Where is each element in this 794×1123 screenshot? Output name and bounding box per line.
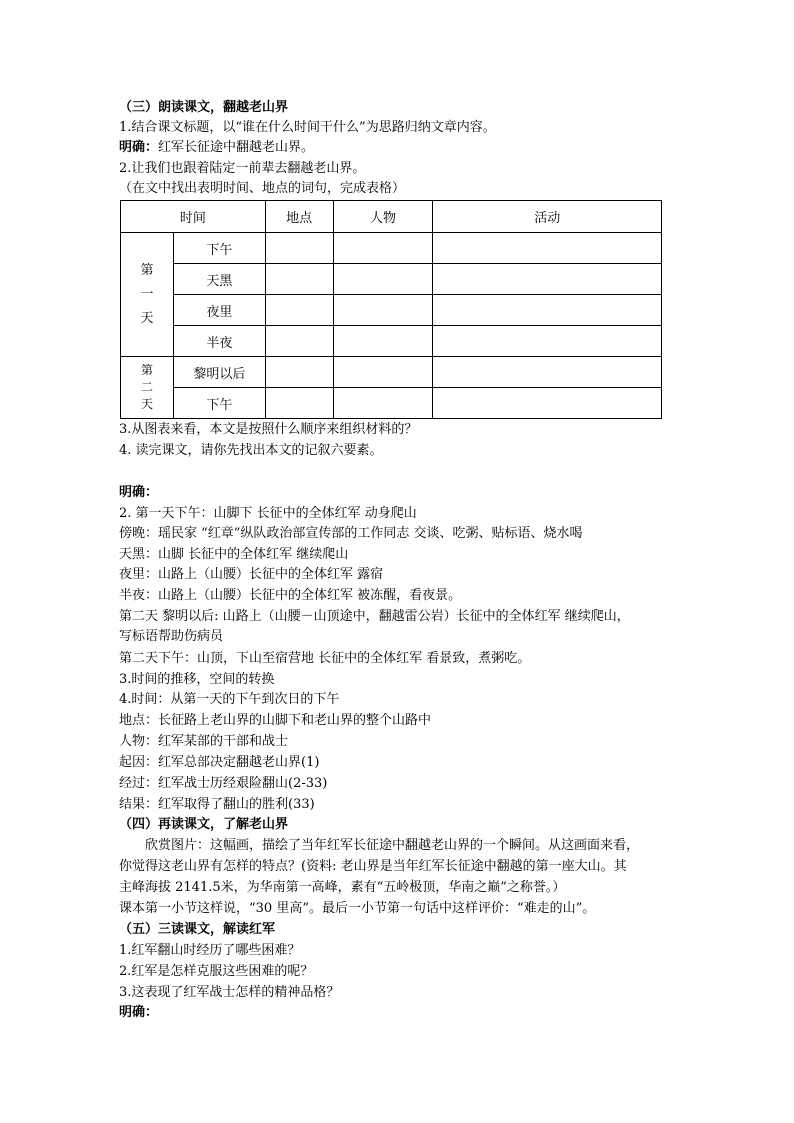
activity-input-cell (433, 357, 662, 388)
place-input-cell (265, 233, 333, 264)
question-1: 1.结合课文标题，以“谁在什么时间干什么”为思路归纳文章内容。 (119, 120, 496, 135)
answer-line: 2. 第一天下午：山脚下 长征中的全体红军 动身爬山 (119, 506, 417, 521)
activity-input-cell (433, 295, 662, 326)
header-activity: 活动 (433, 201, 662, 233)
section4-paragraph: 你觉得这老山界有怎样的特点？(资料: 老山界是当年红军长征途中翻越的第一座大山。其 (119, 859, 627, 874)
answer-line: 起因：红军总部决定翻越老山界(1) (119, 755, 320, 770)
answer-line: 写标语帮助伤病员 (119, 629, 224, 644)
section5-heading: （五）三读课文，解读红军 (119, 922, 276, 937)
day-1-label: 第 一 天 (121, 233, 174, 357)
answer-line: 第二天下午：山顶，下山至宿营地 长征中的全体红军 看景致，煮粥吃。 (119, 651, 531, 666)
answer-1-text: 红军长征途中翻越老山界。 (158, 140, 315, 155)
answer-line: 经过：红军战士历经艰险翻山(2-33) (119, 776, 328, 791)
answer-1 (119, 138, 314, 158)
time-cell: 下午 (173, 388, 265, 419)
time-cell: 夜里 (173, 295, 265, 326)
answer-line: 第二天 黎明以后: 山路上（山腰－山顶途中，翻越雷公岩）长征中的全体红军 继续爬山， (119, 609, 630, 624)
answer-line: 人物：红军某部的干部和战士 (119, 734, 289, 749)
section5-question: 1.红军翻山时经历了哪些困难？ (119, 943, 301, 958)
time-cell: 黎明以后 (173, 357, 265, 388)
table-row (121, 388, 662, 419)
person-input-cell (333, 264, 433, 295)
table-row (121, 264, 662, 295)
table-row (121, 233, 662, 264)
answer-line: 半夜：山路上（山腰）长征中的全体红军 被冻醒，看夜景。 (119, 588, 462, 603)
section4-paragraph: 课本第一小节这样说，“30 里高”。最后一小节第一句话中这样评价：“难走的山”。 (119, 901, 596, 916)
time-cell: 半夜 (173, 326, 265, 357)
day-2-label: 第 二 天 (121, 357, 174, 419)
place-input-cell (265, 357, 333, 388)
section5-question: 2.红军是怎样克服这些困难的呢？ (119, 964, 314, 979)
answer-line: 3.时间的推移，空间的转换 (119, 672, 275, 687)
answers-label: 明确： (119, 485, 159, 500)
answer-line: 傍晚：瑶民家 “红章”纵队政治部宣传部的工作同志 交谈、吃粥、贴标语、烧水喝 (119, 526, 583, 541)
place-input-cell (265, 295, 333, 326)
table-row (121, 326, 662, 357)
header-place: 地点 (265, 201, 333, 233)
answer-line: 夜里：山路上（山腰）长征中的全体红军 露宿 (119, 567, 384, 582)
activity-input-cell (433, 326, 662, 357)
question-2-note: （在文中找出表明时间、地点的词句，完成表格） (119, 181, 406, 196)
table-row (121, 357, 662, 388)
table-row (121, 295, 662, 326)
time-cell: 天黑 (173, 264, 265, 295)
question-3: 3.从图表来看，本文是按照什么顺序来组织材料的？ (119, 422, 418, 437)
time-cell: 下午 (173, 233, 265, 264)
answer-line: 天黑：山脚 长征中的全体红军 继续爬山 (119, 547, 349, 562)
section4-paragraph: 主峰海拔 2141.5米，为华南第一高峰，素有“五岭极顶，华南之巅”之称誉。） (119, 880, 566, 895)
answer-line: 结果：红军取得了翻山的胜利(33) (119, 797, 315, 812)
section5-question: 3.这表现了红军战士怎样的精神品格？ (119, 985, 340, 1000)
table-header-row (121, 201, 662, 233)
activity-input-cell (433, 388, 662, 419)
question-4: 4. 读完课文，请你先找出本文的记叙六要素。 (119, 443, 383, 458)
section5-answer-label: 明确： (119, 1005, 159, 1020)
person-input-cell (333, 388, 433, 419)
person-input-cell (333, 326, 433, 357)
answer-line: 4.时间：从第一天的下午到次日的下午 (119, 692, 340, 707)
place-input-cell (265, 264, 333, 295)
activity-input-cell (433, 233, 662, 264)
place-input-cell (265, 326, 333, 357)
section4-heading: （四）再读课文，了解老山界 (119, 817, 289, 832)
person-input-cell (333, 295, 433, 326)
header-time: 时间 (121, 201, 266, 233)
timeline-table (120, 200, 662, 419)
answer-label: 明确： (119, 140, 159, 155)
activity-input-cell (433, 264, 662, 295)
place-input-cell (265, 388, 333, 419)
person-input-cell (333, 233, 433, 264)
person-input-cell (333, 357, 433, 388)
answer-line: 地点：长征路上老山界的山脚下和老山界的整个山路中 (119, 713, 432, 728)
section4-paragraph: 欣赏图片：这幅画，描绘了当年红军长征途中翻越老山界的一个瞬间。从这画面来看， (145, 838, 640, 853)
section3-heading: （三）朗读课文，翻越老山界 (119, 100, 289, 115)
header-person: 人物 (333, 201, 433, 233)
question-2: 2.让我们也跟着陆定一前辈去翻越老山界。 (119, 161, 366, 176)
